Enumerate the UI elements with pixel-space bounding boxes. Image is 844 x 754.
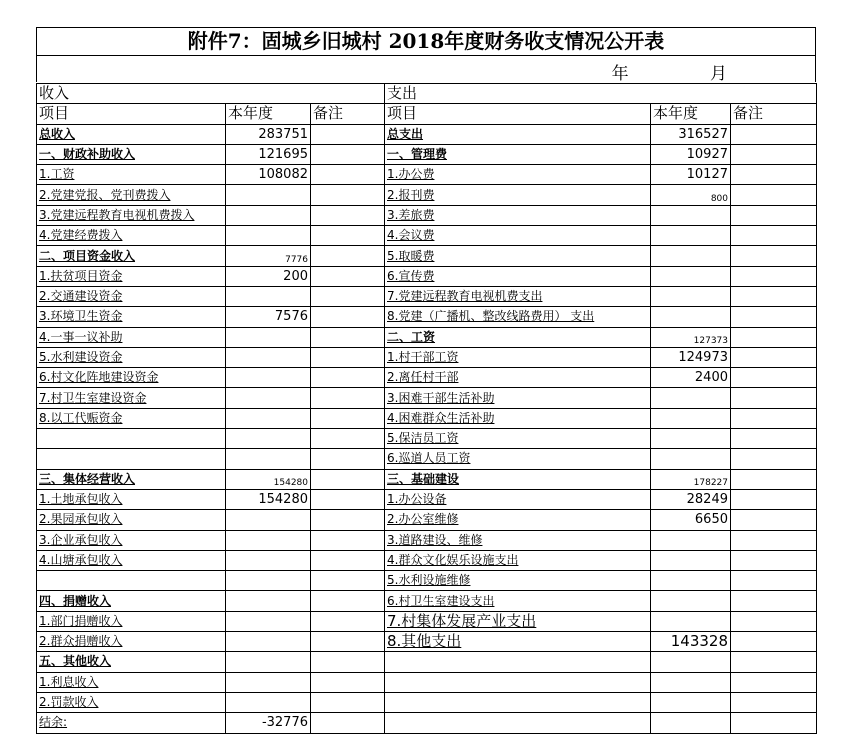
income-col-amount: 本年度	[226, 104, 311, 124]
expense-item-label	[385, 550, 651, 570]
income-item-label	[37, 226, 226, 246]
expense-item-amount	[651, 388, 731, 408]
table-row	[37, 429, 817, 449]
expense-item-note	[731, 246, 817, 266]
expense-item-text: 三、基础建设	[387, 471, 460, 486]
expense-item-label	[385, 408, 651, 428]
income-col-item: 项目	[37, 104, 226, 124]
expense-item-note	[731, 469, 817, 489]
income-item-label	[37, 286, 226, 306]
expense-item-note	[731, 408, 817, 428]
expense-item-text: 5.取暖费	[387, 248, 435, 263]
income-item-note	[311, 429, 385, 449]
income-item-amount	[226, 692, 311, 712]
expense-item-label	[385, 388, 651, 408]
income-item-amount	[226, 550, 311, 570]
table-row	[37, 591, 817, 611]
income-item-text: 一、财政补助收入	[39, 147, 136, 162]
income-item-note	[311, 591, 385, 611]
income-item-text: 8.以工代赈资金	[39, 410, 123, 425]
expense-item-amount: 2400	[651, 368, 731, 388]
income-item-note	[311, 611, 385, 631]
table-row	[37, 692, 817, 712]
expense-item-text: 5.保洁员工资	[387, 431, 459, 446]
income-item-text: 3.环境卫生资金	[39, 309, 123, 324]
expense-item-text: 1.村干部工资	[387, 350, 459, 364]
expense-item-text: 6.宣传费	[387, 268, 435, 283]
expense-item-note	[731, 388, 817, 408]
expense-item-amount	[651, 266, 731, 286]
income-item-amount	[226, 449, 311, 469]
expense-item-amount	[651, 408, 731, 428]
income-item-text: 7.村卫生室建设资金	[39, 390, 147, 405]
income-item-text: 1.利息收入	[39, 674, 99, 689]
expense-item-note	[731, 652, 817, 672]
income-item-note	[311, 672, 385, 692]
income-item-note	[311, 347, 385, 367]
income-item-label	[37, 429, 226, 449]
expense-item-note	[731, 571, 817, 591]
expense-item-amount	[651, 286, 731, 306]
expense-item-text: 4.困难群众生活补助	[387, 410, 495, 425]
expense-item-text: 8.党建（广播机、整改线路费用） 支出	[387, 309, 595, 324]
table-row	[37, 226, 817, 246]
expense-item-note	[731, 591, 817, 611]
income-item-note	[311, 286, 385, 306]
income-item-label	[37, 692, 226, 712]
date-label: 年 月	[611, 64, 765, 84]
expense-item-label	[385, 713, 651, 733]
expense-item-text: 3.道路建设、维修	[387, 532, 483, 547]
table-row	[37, 286, 817, 306]
expense-item-text: 1.办公费	[387, 167, 435, 182]
expense-item-note	[731, 429, 817, 449]
expense-col-amount: 本年度	[651, 104, 731, 124]
expense-item-label	[385, 489, 651, 509]
income-item-label	[37, 388, 226, 408]
expense-item-amount	[651, 205, 731, 225]
expense-item-label	[385, 327, 651, 347]
table-row	[37, 205, 817, 225]
income-item-amount	[226, 510, 311, 530]
expense-item-note	[731, 205, 817, 225]
expense-item-amount	[651, 550, 731, 570]
expense-item-text: 7.村集体发展产业支出	[387, 611, 537, 630]
expense-item-amount	[651, 611, 731, 631]
expense-item-amount: 800	[651, 185, 731, 205]
income-item-label	[37, 307, 226, 327]
expense-item-note	[731, 489, 817, 509]
income-item-text: 1.部门捐赠收入	[39, 613, 123, 628]
expense-item-amount	[651, 449, 731, 469]
income-item-amount	[226, 611, 311, 631]
expense-item-text: 4.会议费	[387, 228, 435, 243]
income-item-note	[311, 469, 385, 489]
income-item-text: 4.山塘承包收入	[39, 552, 123, 567]
expense-item-label	[385, 226, 651, 246]
income-item-label	[37, 652, 226, 672]
expense-item-text: 2.报刊费	[387, 187, 435, 202]
income-item-label	[37, 713, 226, 733]
income-item-text: 1.土地承包收入	[39, 492, 123, 507]
income-item-label	[37, 327, 226, 347]
income-item-note	[311, 246, 385, 266]
table-row	[37, 246, 817, 266]
income-item-text: 2.罚款收入	[39, 695, 99, 710]
table-row	[37, 672, 817, 692]
expense-item-note	[731, 144, 817, 164]
income-item-label	[37, 530, 226, 550]
expense-item-text: 3.困难干部生活补助	[387, 390, 495, 405]
income-item-text: 四、捐赠收入	[39, 593, 112, 608]
expense-item-note	[731, 449, 817, 469]
table-row	[37, 611, 817, 631]
table-row	[37, 388, 817, 408]
table-row	[37, 185, 817, 205]
expense-item-note	[731, 713, 817, 733]
expense-item-amount	[651, 530, 731, 550]
income-item-text: 3.党建远程教育电视机费拨入	[39, 207, 195, 222]
income-item-amount	[226, 591, 311, 611]
expense-item-text: 6.村卫生室建设支出	[387, 593, 495, 608]
income-item-amount: 7776	[226, 246, 311, 266]
income-item-amount	[226, 286, 311, 306]
expense-item-amount	[651, 226, 731, 246]
expense-item-text: 3.差旅费	[387, 207, 435, 222]
table-row	[37, 550, 817, 570]
income-item-label	[37, 469, 226, 489]
income-item-text: 1.扶贫项目资金	[39, 268, 123, 283]
expense-item-label	[385, 591, 651, 611]
income-item-amount	[226, 347, 311, 367]
income-item-text: 2.果园承包收入	[39, 512, 123, 527]
income-item-note	[311, 530, 385, 550]
income-item-amount: 154280	[226, 489, 311, 509]
income-item-label	[37, 124, 226, 144]
income-item-text: 6.村文化阵地建设资金	[39, 370, 159, 385]
income-item-text: 4.一事一议补助	[39, 329, 123, 344]
expense-item-text: 6.巡道人员工资	[387, 451, 471, 466]
finance-table-sheet	[36, 27, 816, 735]
expense-item-text: 2.离任村干部	[387, 370, 459, 385]
expense-item-text: 7.党建远程教育电视机费支出	[387, 289, 543, 304]
expense-item-note	[731, 672, 817, 692]
expense-item-label	[385, 510, 651, 530]
expense-item-note	[731, 550, 817, 570]
income-item-note	[311, 449, 385, 469]
income-item-label	[37, 368, 226, 388]
income-item-note	[311, 307, 385, 327]
income-item-label	[37, 266, 226, 286]
finance-grid	[36, 83, 817, 734]
expense-item-label	[385, 205, 651, 225]
expense-item-amount	[651, 652, 731, 672]
income-section-header: 收入	[37, 84, 385, 104]
income-item-label	[37, 571, 226, 591]
income-item-note	[311, 510, 385, 530]
income-item-note	[311, 124, 385, 144]
expense-item-label	[385, 571, 651, 591]
income-item-amount	[226, 205, 311, 225]
income-item-text: 4.党建经费拨入	[39, 228, 123, 243]
expense-item-label	[385, 165, 651, 185]
income-item-amount: 200	[226, 266, 311, 286]
income-item-label	[37, 246, 226, 266]
income-item-amount	[226, 672, 311, 692]
income-item-amount: 154280	[226, 469, 311, 489]
income-item-text: 2.党建党报、党刊费拨入	[39, 187, 171, 202]
income-item-text: 结余:	[39, 715, 68, 730]
income-item-text: 总收入	[39, 126, 76, 141]
expense-item-amount: 28249	[651, 489, 731, 509]
expense-item-label	[385, 144, 651, 164]
income-item-text: 三、集体经营收入	[39, 471, 136, 486]
expense-item-amount	[651, 591, 731, 611]
income-item-text: 5.水利建设资金	[39, 350, 123, 364]
expense-item-note	[731, 368, 817, 388]
expense-item-label	[385, 449, 651, 469]
table-row	[37, 408, 817, 428]
expense-item-amount	[651, 571, 731, 591]
income-item-text: 二、项目资金收入	[39, 248, 136, 263]
income-item-amount	[226, 652, 311, 672]
expense-item-label	[385, 429, 651, 449]
expense-col-note: 备注	[731, 104, 817, 124]
expense-item-amount: 10927	[651, 144, 731, 164]
table-row	[37, 510, 817, 530]
expense-item-label	[385, 672, 651, 692]
expense-item-note	[731, 124, 817, 144]
income-item-label	[37, 408, 226, 428]
expense-item-note	[731, 165, 817, 185]
income-item-label	[37, 347, 226, 367]
income-item-text: 2.交通建设资金	[39, 289, 123, 304]
income-item-text: 五、其他收入	[39, 654, 112, 669]
expense-item-amount	[651, 307, 731, 327]
expense-item-amount: 316527	[651, 124, 731, 144]
table-row	[37, 266, 817, 286]
expense-item-amount	[651, 429, 731, 449]
income-item-note	[311, 226, 385, 246]
expense-item-note	[731, 266, 817, 286]
income-item-amount	[226, 327, 311, 347]
income-item-label	[37, 185, 226, 205]
expense-item-text: 二、工资	[387, 329, 436, 344]
table-row	[37, 347, 817, 367]
expense-item-label	[385, 530, 651, 550]
expense-item-text: 一、管理费	[387, 147, 448, 162]
income-item-label	[37, 489, 226, 509]
income-item-note	[311, 205, 385, 225]
expense-item-note	[731, 632, 817, 652]
income-item-amount	[226, 185, 311, 205]
income-col-note: 备注	[311, 104, 385, 124]
expense-col-item: 项目	[385, 104, 651, 124]
income-item-note	[311, 327, 385, 347]
table-row	[37, 165, 817, 185]
date-row	[36, 55, 816, 82]
income-item-amount: 108082	[226, 165, 311, 185]
expense-item-amount: 124973	[651, 347, 731, 367]
expense-item-text: 2.办公室维修	[387, 512, 459, 527]
expense-item-label	[385, 692, 651, 712]
table-row	[37, 124, 817, 144]
income-item-label	[37, 550, 226, 570]
income-item-note	[311, 632, 385, 652]
expense-item-note	[731, 510, 817, 530]
income-item-amount	[226, 571, 311, 591]
income-item-note	[311, 692, 385, 712]
table-row	[37, 449, 817, 469]
expense-item-amount: 6650	[651, 510, 731, 530]
expense-item-note	[731, 327, 817, 347]
income-item-note	[311, 408, 385, 428]
income-item-text: 3.企业承包收入	[39, 532, 123, 547]
income-item-note	[311, 165, 385, 185]
income-item-note	[311, 388, 385, 408]
income-item-note	[311, 652, 385, 672]
expense-item-amount: 178227	[651, 469, 731, 489]
expense-item-label	[385, 246, 651, 266]
income-item-label	[37, 165, 226, 185]
income-item-label	[37, 632, 226, 652]
expense-item-label	[385, 185, 651, 205]
expense-item-note	[731, 226, 817, 246]
table-row	[37, 368, 817, 388]
income-item-amount: 283751	[226, 124, 311, 144]
income-item-amount	[226, 408, 311, 428]
income-item-note	[311, 489, 385, 509]
income-item-label	[37, 672, 226, 692]
expense-item-label	[385, 307, 651, 327]
income-item-amount	[226, 368, 311, 388]
income-item-amount: -32776	[226, 713, 311, 733]
expense-item-note	[731, 307, 817, 327]
expense-item-note	[731, 692, 817, 712]
expense-item-label	[385, 368, 651, 388]
income-item-amount: 7576	[226, 307, 311, 327]
table-row	[37, 713, 817, 733]
income-item-label	[37, 510, 226, 530]
income-item-text: 1.工资	[39, 167, 75, 182]
expense-item-amount: 10127	[651, 165, 731, 185]
expense-item-amount	[651, 692, 731, 712]
expense-item-amount	[651, 246, 731, 266]
expense-item-amount: 127373	[651, 327, 731, 347]
income-item-amount	[226, 388, 311, 408]
income-item-label	[37, 205, 226, 225]
income-item-amount	[226, 632, 311, 652]
table-row	[37, 632, 817, 652]
income-item-note	[311, 713, 385, 733]
expense-item-note	[731, 347, 817, 367]
expense-item-label	[385, 286, 651, 306]
expense-item-label	[385, 266, 651, 286]
income-item-note	[311, 185, 385, 205]
expense-item-note	[731, 611, 817, 631]
expense-item-label	[385, 347, 651, 367]
income-item-amount	[226, 530, 311, 550]
expense-item-label	[385, 124, 651, 144]
income-item-note	[311, 266, 385, 286]
income-item-amount: 121695	[226, 144, 311, 164]
income-item-note	[311, 571, 385, 591]
expense-item-text: 总支出	[387, 126, 424, 141]
income-item-label	[37, 591, 226, 611]
expense-item-note	[731, 286, 817, 306]
income-item-note	[311, 144, 385, 164]
income-item-label	[37, 144, 226, 164]
table-row	[37, 652, 817, 672]
expense-item-label	[385, 611, 651, 631]
table-row	[37, 530, 817, 550]
expense-item-text: 5.水利设施维修	[387, 573, 471, 588]
income-item-label	[37, 611, 226, 631]
table-row	[37, 489, 817, 509]
expense-item-label	[385, 632, 651, 652]
table-row	[37, 469, 817, 489]
expense-item-text: 1.办公设备	[387, 492, 447, 507]
income-item-note	[311, 368, 385, 388]
expense-item-label	[385, 469, 651, 489]
table-row	[37, 307, 817, 327]
expense-section-header: 支出	[385, 84, 817, 104]
expense-item-text: 4.群众文化娱乐设施支出	[387, 552, 519, 567]
expense-item-label	[385, 652, 651, 672]
expense-item-amount	[651, 713, 731, 733]
income-item-amount	[226, 429, 311, 449]
income-item-text: 2.群众捐赠收入	[39, 634, 123, 649]
expense-item-amount: 143328	[651, 632, 731, 652]
table-row	[37, 144, 817, 164]
table-row	[37, 327, 817, 347]
page-title: 附件7：固城乡旧城村 2018年度财务收支情况公开表	[36, 27, 816, 56]
income-item-note	[311, 550, 385, 570]
expense-item-note	[731, 185, 817, 205]
expense-item-amount	[651, 672, 731, 692]
income-item-amount	[226, 226, 311, 246]
table-row	[37, 571, 817, 591]
income-item-label	[37, 449, 226, 469]
expense-item-note	[731, 530, 817, 550]
expense-item-text: 8.其他支出	[387, 632, 462, 651]
